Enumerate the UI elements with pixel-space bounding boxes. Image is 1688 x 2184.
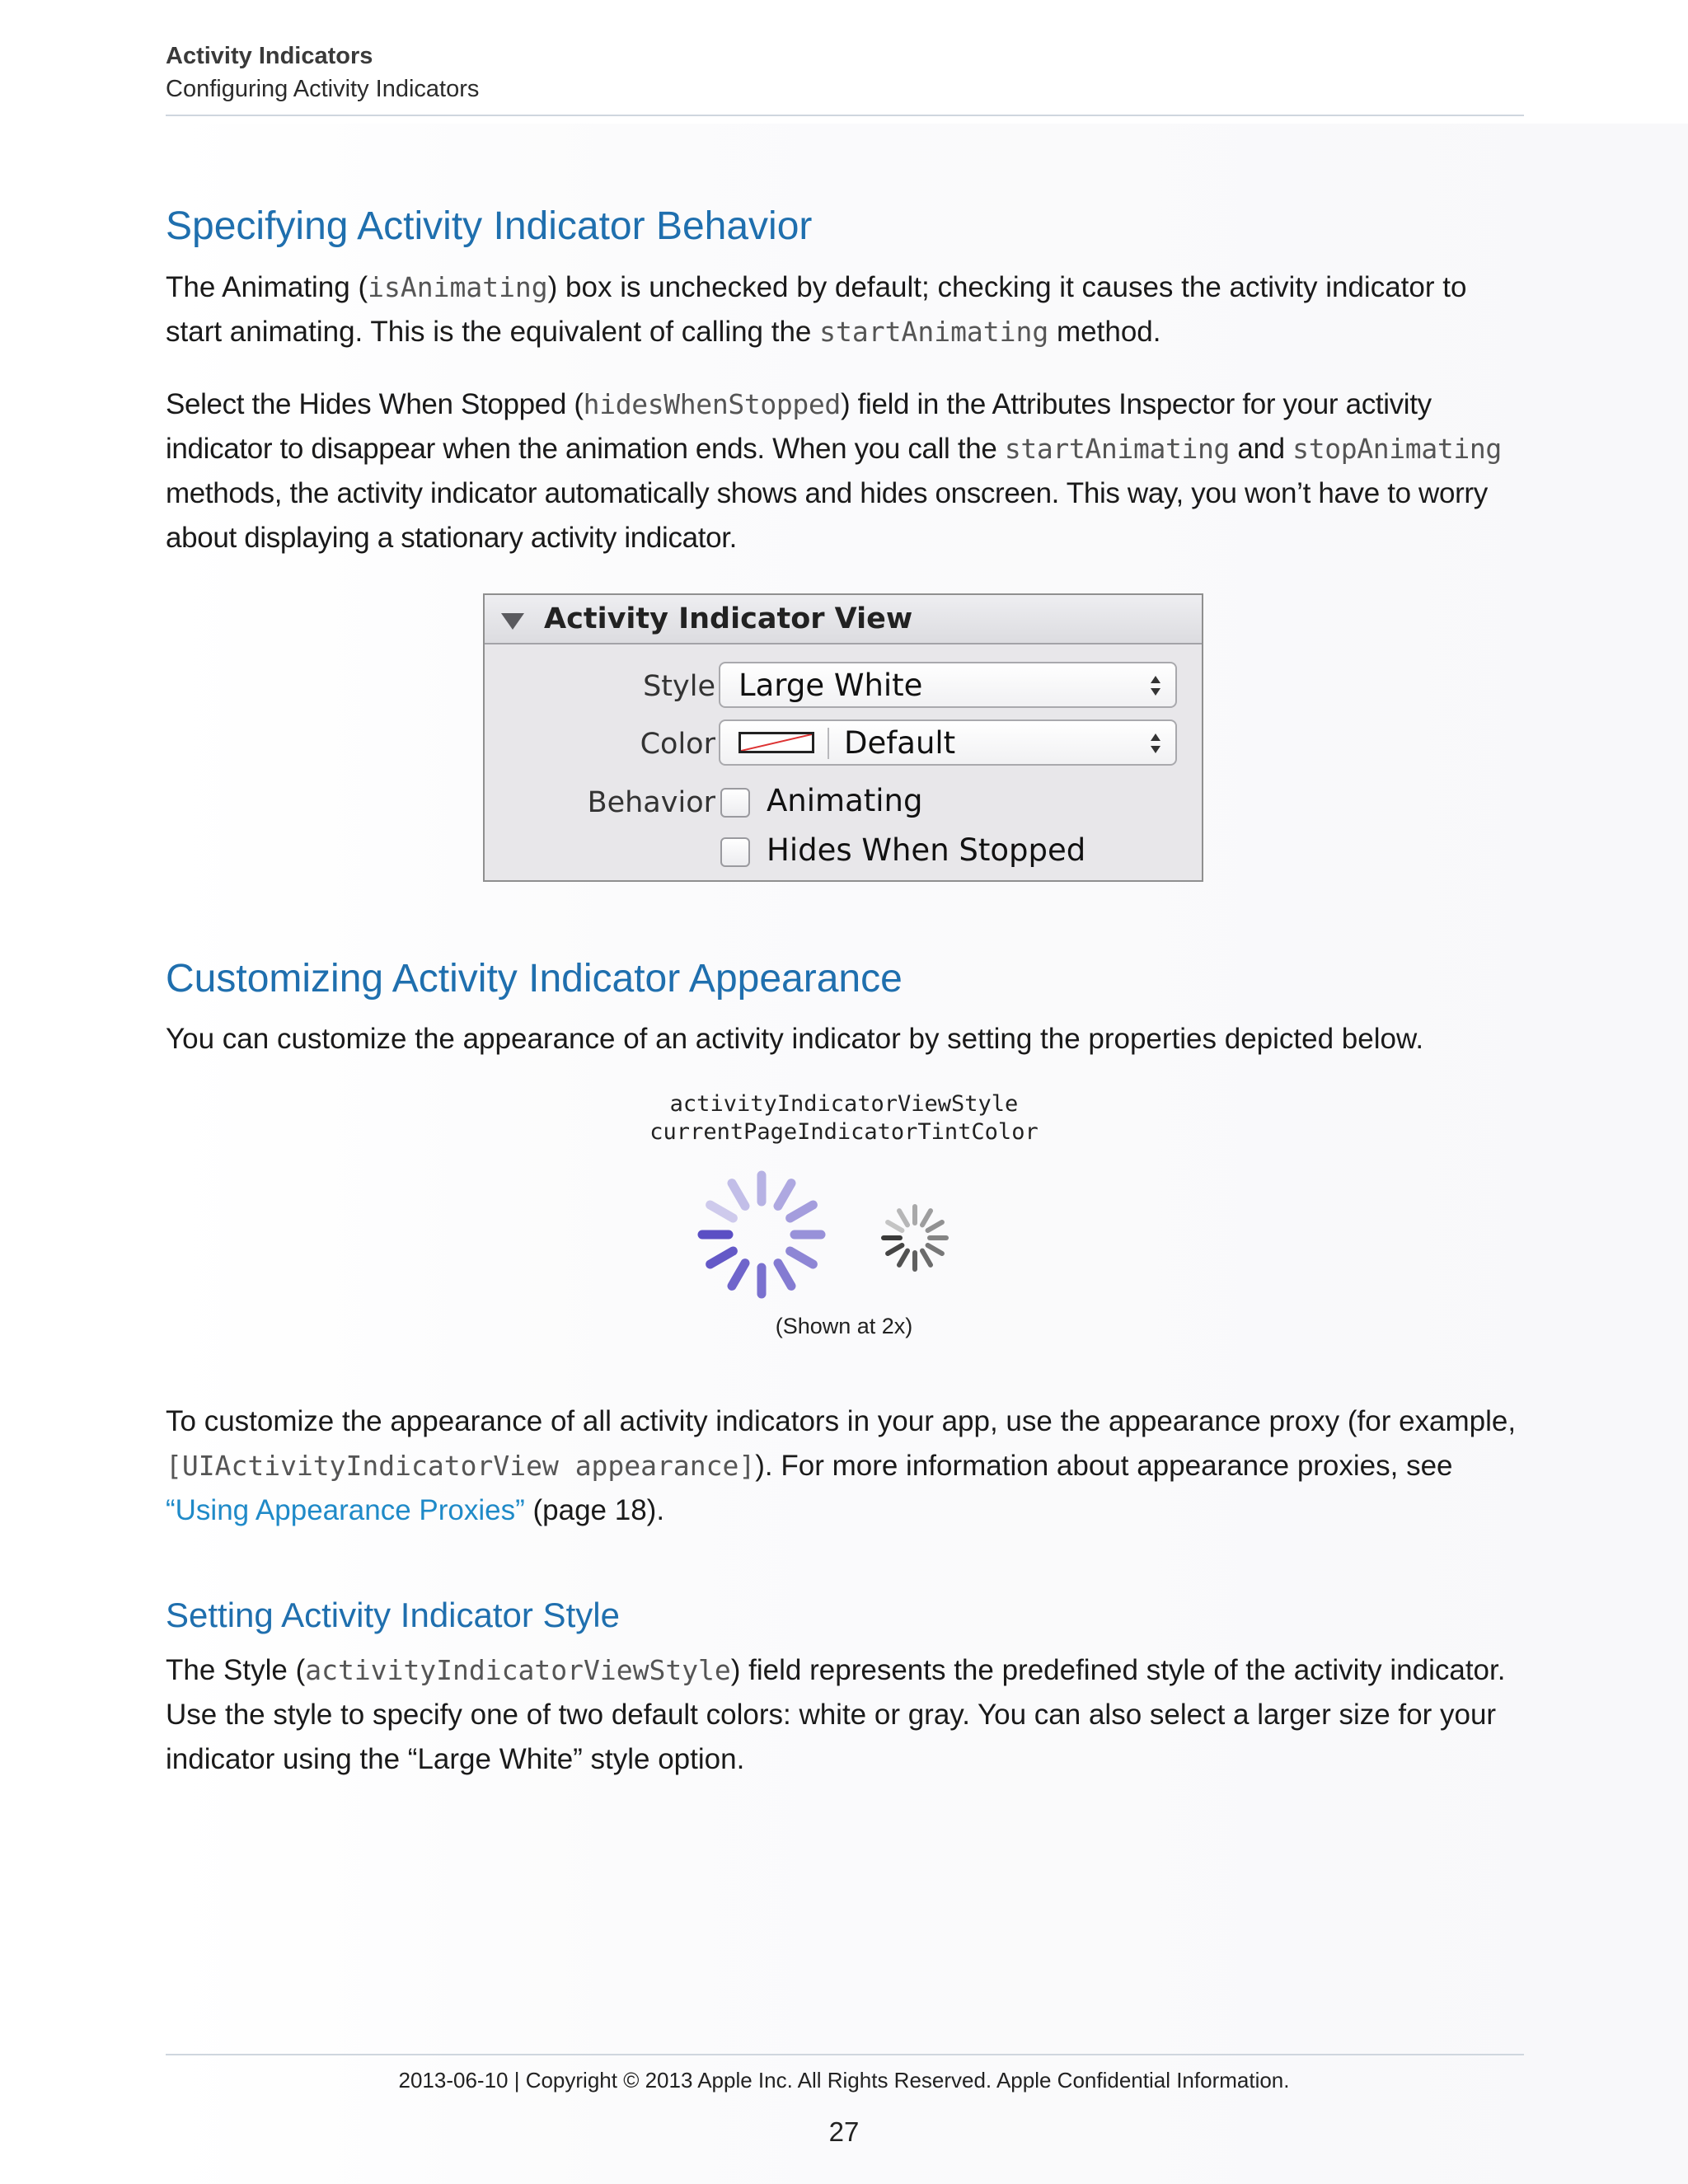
spinner-spoke (790, 1251, 814, 1264)
spinner-spoke (710, 1205, 734, 1218)
property-label-tint: currentPageIndicatorTintColor (649, 1119, 1039, 1145)
large-activity-indicator-icon (702, 1175, 821, 1294)
footer-copyright: 2013-06-10 | Copyright © 2013 Apple Inc. All Rights Reserved. Apple Confidential Information. (398, 2068, 1290, 2093)
color-label: Color (640, 728, 715, 761)
hides-when-stopped-label[interactable]: Hides When Stopped (767, 832, 1086, 868)
inspector-header[interactable] (485, 595, 1202, 644)
style-label: Style (643, 670, 715, 703)
figure-caption: (Shown at 2x) (775, 1314, 913, 1338)
attributes-inspector-panel (483, 593, 1203, 882)
animating-checkbox[interactable] (720, 788, 750, 818)
style-select[interactable] (719, 662, 1177, 708)
header-chapter: Activity Indicators (166, 43, 373, 69)
behavior-paragraph-2: Select the Hides When Stopped (hidesWhenStopped) field in the Attributes Inspector for your activity indicator to disappear when the animation ends. When you call the startAnimating and stopAnimating methods, the activity indicator automatically shows and hides onscreen. This way, you won’t have to worry about displaying a stationary activity indicator. (166, 388, 1502, 554)
hides-when-stopped-checkbox[interactable] (720, 837, 750, 867)
spinner-spoke (778, 1183, 791, 1207)
color-select[interactable] (719, 719, 1177, 766)
color-swatch-icon (738, 732, 814, 753)
footer-divider (166, 2054, 1524, 2055)
appearance-paragraph: To customize the appearance of all activity indicators in your app, use the appearance proxy (for example, [UIActivityIndicatorView appearance]). For more information about appearance proxies, see “Using Appearance Proxies” (page 18). (166, 1405, 1517, 1526)
code-isAnimating: isAnimating (368, 271, 548, 303)
code-appearance-proxy: [UIActivityIndicatorView appearance] (166, 1450, 756, 1482)
header-section: Configuring Activity Indicators (166, 76, 480, 102)
spinner-spoke (790, 1205, 814, 1218)
spinner-spoke (732, 1183, 745, 1207)
select-arrows-icon (1149, 729, 1162, 757)
heading-behavior: Specifying Activity Indicator Behavior (166, 204, 813, 248)
code-hidesWhenStopped: hidesWhenStopped (583, 388, 841, 420)
activity-indicator-figure (684, 1162, 964, 1302)
spinner-spoke (899, 1251, 907, 1265)
inspector-title: Activity Indicator View (544, 602, 913, 635)
appearance-intro: You can customize the appearance of an activity indicator by setting the properties depicted below. (166, 1023, 1424, 1055)
spinner-spoke (710, 1251, 734, 1264)
heading-appearance: Customizing Activity Indicator Appearance (166, 957, 903, 1001)
property-label-style: activityIndicatorViewStyle (669, 1091, 1019, 1117)
spinner-spoke (928, 1245, 942, 1254)
code-startAnimating-2: startAnimating (1004, 433, 1231, 465)
color-select-value: Default (844, 725, 956, 761)
small-activity-indicator-icon (884, 1207, 946, 1269)
behavior-label: Behavior (587, 786, 715, 819)
behavior-paragraph-1: The Animating (isAnimating) box is unchecked by default; checking it causes the activity indicator to start animating. This is the equivalent of calling the startAnimating method. (166, 271, 1467, 348)
spinner-spoke (778, 1263, 791, 1286)
spinner-spoke (888, 1222, 902, 1230)
heading-style: Setting Activity Indicator Style (166, 1596, 620, 1634)
spinner-spoke (732, 1263, 745, 1286)
header-divider (166, 115, 1524, 116)
spinner-spoke (922, 1211, 931, 1225)
spinner-spoke (928, 1222, 942, 1230)
spinner-spoke (922, 1251, 931, 1265)
spinner-spoke (888, 1245, 902, 1254)
running-header (166, 40, 1524, 105)
link-using-appearance-proxies[interactable]: “Using Appearance Proxies” (166, 1494, 525, 1526)
disclosure-triangle-icon[interactable] (501, 613, 524, 630)
page-number: 27 (828, 2116, 860, 2147)
swatch-separator (828, 728, 829, 759)
style-paragraph: The Style (activityIndicatorViewStyle) field represents the predefined style of the activity indicator. Use the style to specify one of two default colors: white or gray. You can also select a larger size for your indicator using the “Large White” style option. (166, 1654, 1506, 1775)
code-activityIndicatorViewStyle: activityIndicatorViewStyle (305, 1654, 731, 1686)
code-startAnimating: startAnimating (819, 316, 1049, 348)
style-select-value: Large White (738, 668, 923, 703)
spinner-spoke (899, 1211, 907, 1225)
code-stopAnimating: stopAnimating (1292, 433, 1502, 465)
select-arrows-icon (1149, 672, 1162, 700)
animating-checkbox-label[interactable]: Animating (767, 783, 923, 818)
